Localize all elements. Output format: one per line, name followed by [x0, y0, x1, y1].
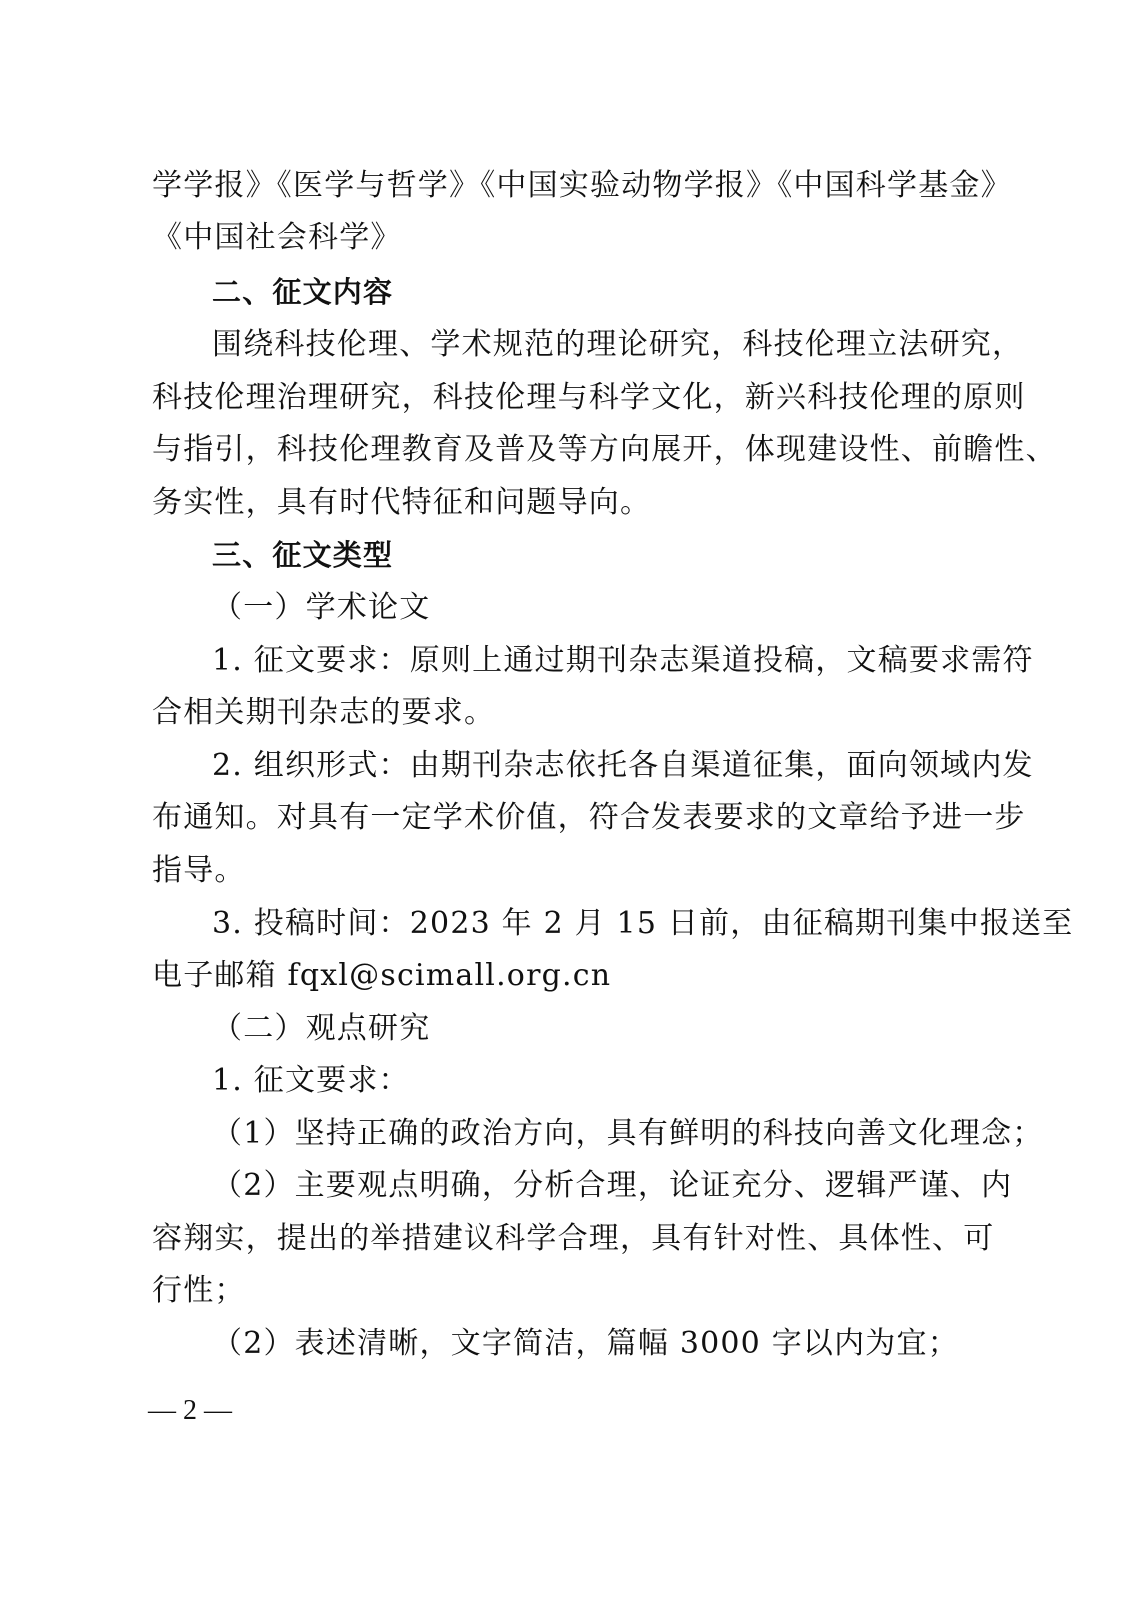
paragraph-line: 指导。	[152, 853, 246, 888]
paragraph-line: （1）坚持正确的政治方向，具有鲜明的科技向善文化理念；	[212, 1116, 1044, 1151]
paragraph-line: 容翔实，提出的举措建议科学合理，具有针对性、具体性、可	[152, 1221, 995, 1256]
page-number: — 2 —	[148, 1395, 232, 1426]
paragraph-line: 1. 征文要求：	[212, 1063, 410, 1098]
section-heading: 三、征文类型	[212, 538, 394, 572]
paragraph-line: 3. 投稿时间：2023 年 2 月 15 日前，由征稿期刊集中报送至	[212, 906, 1074, 941]
paragraph-line: 围绕科技伦理、学术规范的理论研究，科技伦理立法研究，	[212, 327, 1024, 362]
section-heading: 二、征文内容	[212, 275, 394, 309]
paragraph-line: （2）主要观点明确，分析合理，论证充分、逻辑严谨、内	[212, 1168, 1013, 1203]
paragraph-line: 行性；	[152, 1273, 246, 1308]
paragraph-line: 与指引，科技伦理教育及普及等方向展开，体现建设性、前瞻性、	[152, 432, 1057, 467]
subsection-heading: （一）学术论文	[212, 590, 431, 625]
paragraph-line: 合相关期刊杂志的要求。	[152, 695, 496, 730]
text-line: 学学报》《医学与哲学》《中国实验动物学报》《中国科学基金》	[152, 168, 1012, 203]
paragraph-line: 布通知。对具有一定学术价值，符合发表要求的文章给予进一步	[152, 800, 1026, 835]
paragraph-line: 科技伦理治理研究，科技伦理与科学文化，新兴科技伦理的原则	[152, 380, 1026, 415]
paragraph-line: 务实性，具有时代特征和问题导向。	[152, 485, 652, 520]
text-line: 《中国社会科学》	[152, 220, 402, 255]
paragraph-line: （2）表述清晰，文字简洁，篇幅 3000 字以内为宜；	[212, 1326, 959, 1361]
email-line: 电子邮箱 fqxl@scimall.org.cn	[152, 958, 612, 993]
paragraph-line: 2. 组织形式：由期刊杂志依托各自渠道征集，面向领域内发	[212, 748, 1034, 783]
paragraph-line: 1. 征文要求：原则上通过期刊杂志渠道投稿，文稿要求需符	[212, 643, 1034, 678]
subsection-heading: （二）观点研究	[212, 1011, 431, 1046]
